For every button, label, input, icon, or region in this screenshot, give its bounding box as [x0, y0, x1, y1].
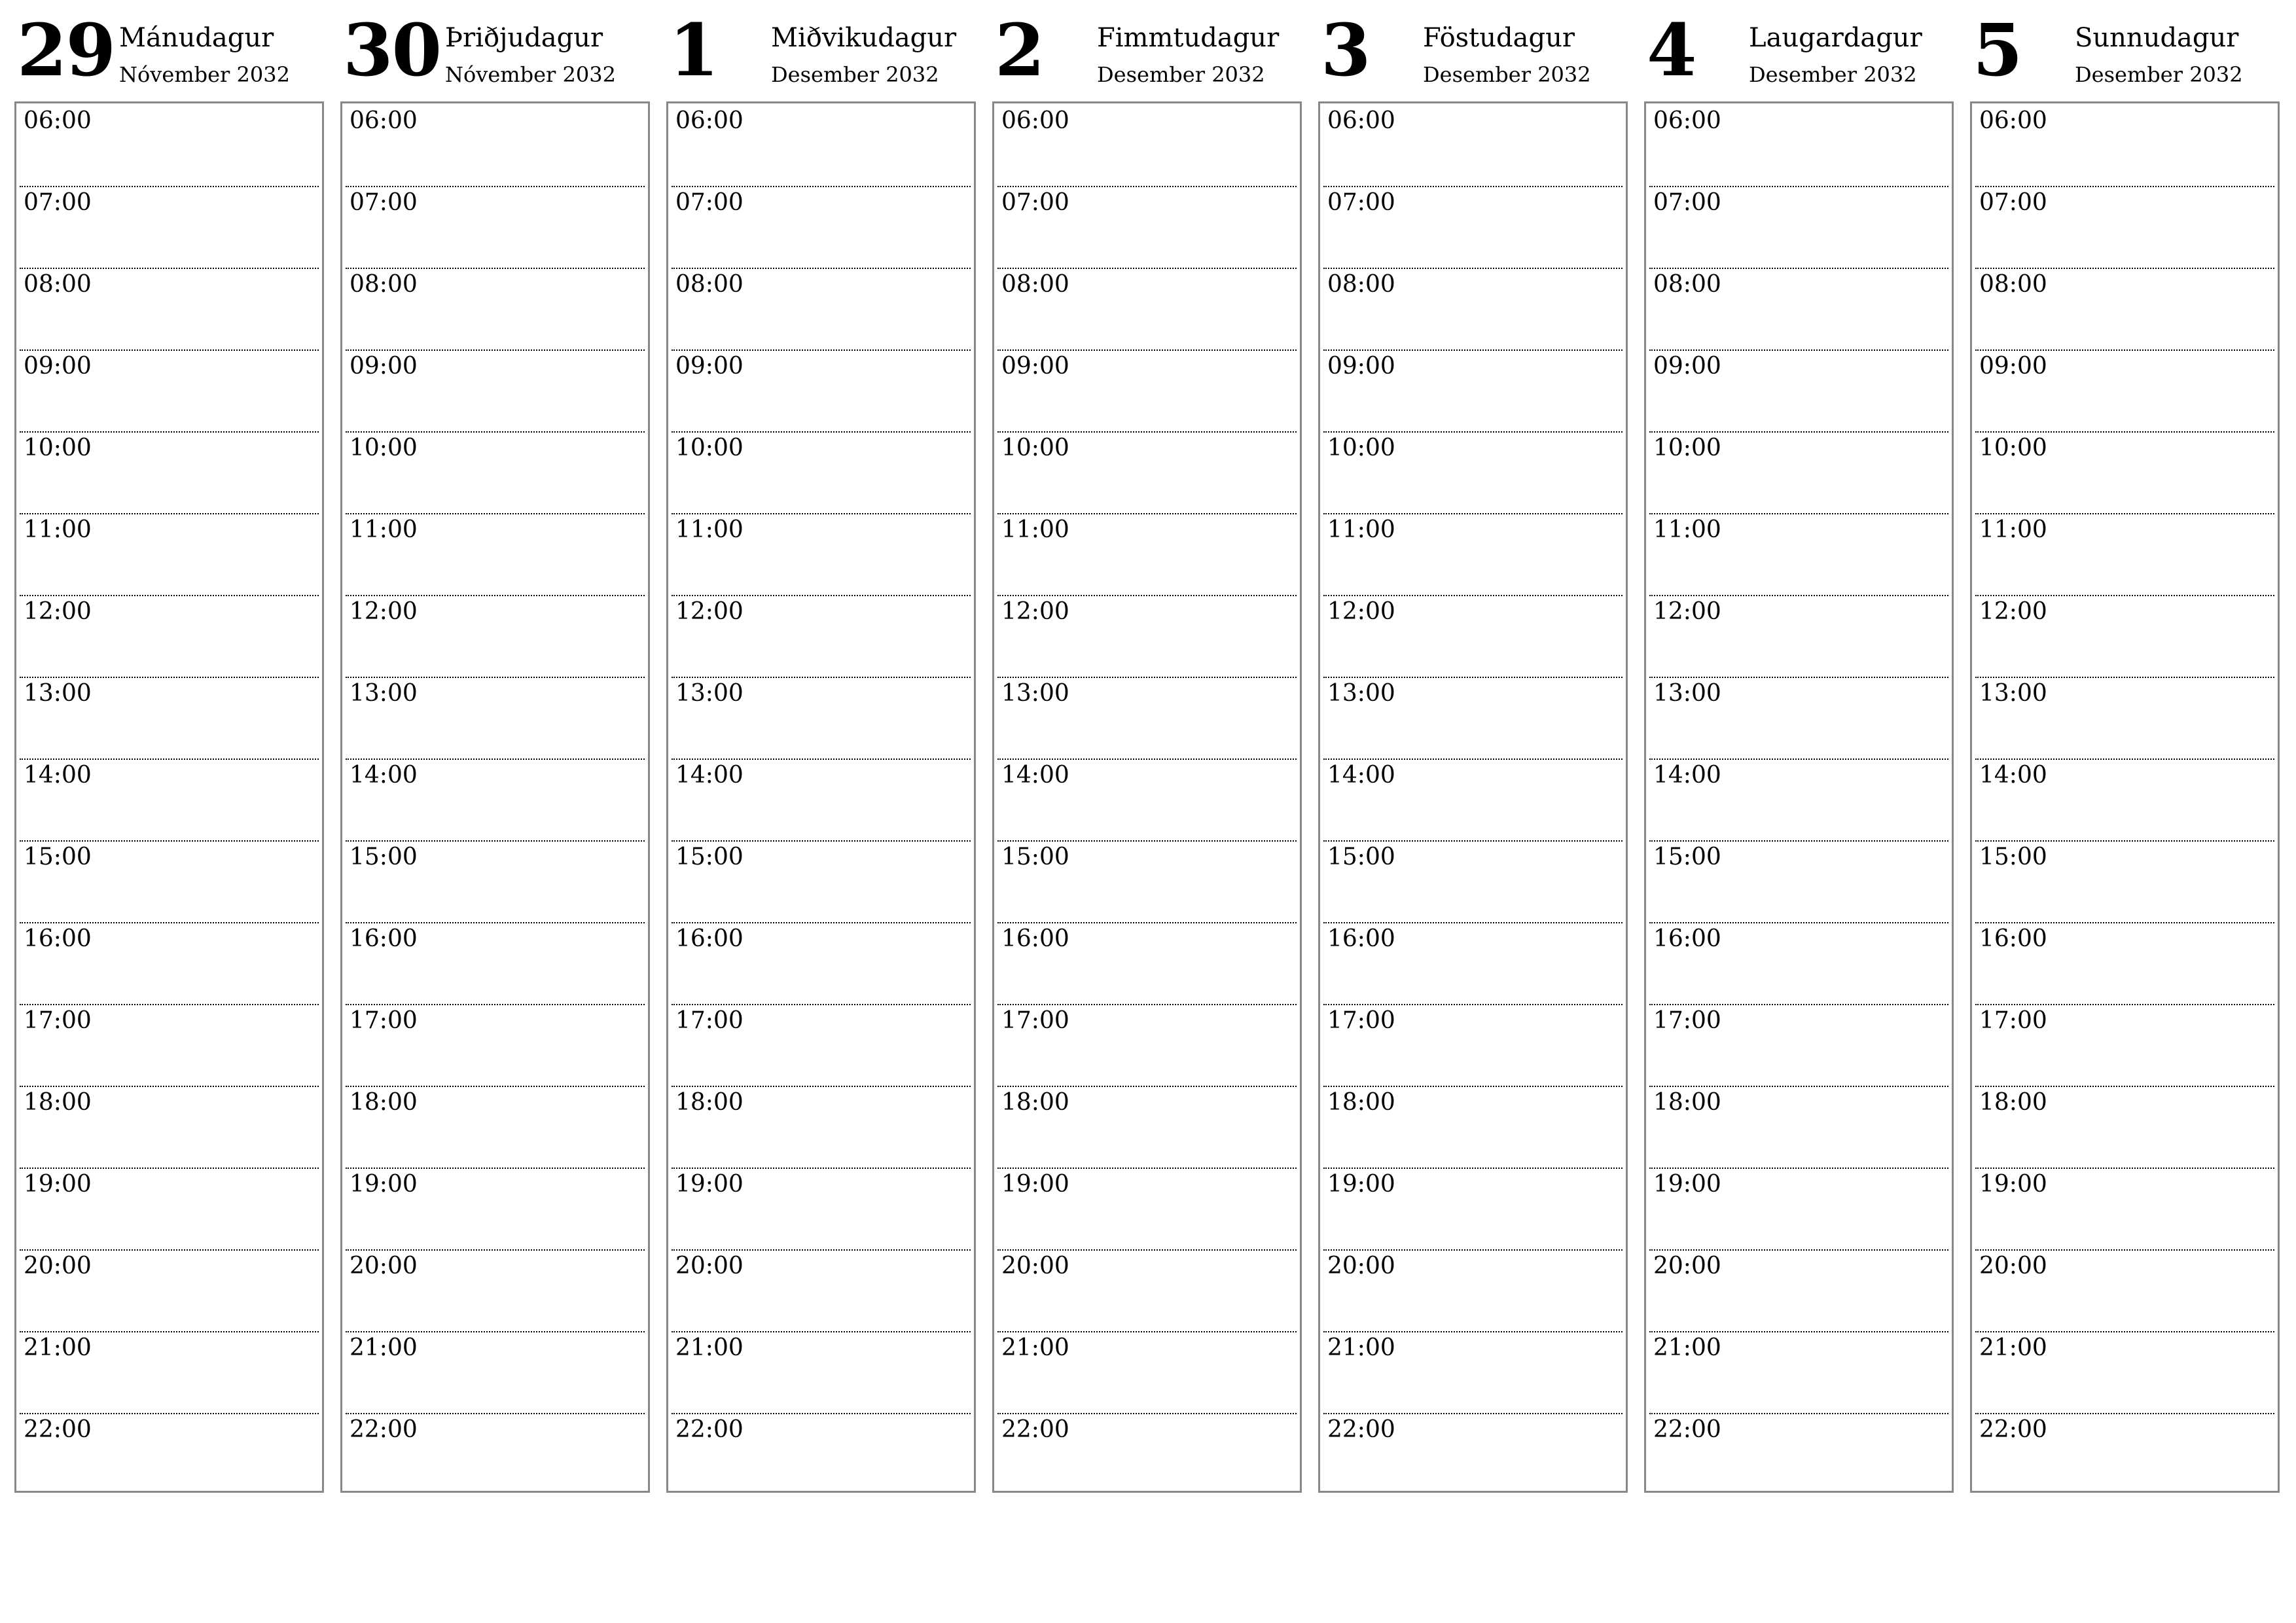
time-label: 22:00	[350, 1416, 418, 1443]
time-slot[interactable]	[1649, 187, 1948, 269]
time-label: 06:00	[1001, 107, 1069, 134]
time-slot[interactable]	[1975, 1169, 2274, 1251]
time-label: 13:00	[1979, 680, 2047, 707]
time-slot[interactable]	[997, 1414, 1297, 1496]
time-slot[interactable]	[20, 351, 319, 433]
day-name: Mánudagur	[119, 23, 274, 53]
time-label: 19:00	[24, 1171, 92, 1198]
time-label: 16:00	[24, 925, 92, 952]
time-label: 13:00	[24, 680, 92, 707]
day-schedule-box	[1318, 101, 1628, 1493]
time-slot[interactable]	[1649, 351, 1948, 433]
time-label: 22:00	[1653, 1416, 1721, 1443]
time-slot[interactable]	[20, 514, 319, 596]
time-label: 08:00	[1979, 271, 2047, 298]
time-slot[interactable]	[672, 842, 971, 923]
time-slot[interactable]	[1975, 1414, 2274, 1496]
time-slot[interactable]	[1323, 1169, 1623, 1251]
time-label: 20:00	[1001, 1253, 1069, 1279]
month-year: Desember 2032	[1097, 62, 1265, 87]
time-slot[interactable]	[1975, 760, 2274, 842]
day-name: Miðvikudagur	[771, 23, 957, 53]
time-slot[interactable]	[346, 596, 645, 678]
time-label: 12:00	[1653, 598, 1721, 625]
day-number: 1	[669, 8, 718, 92]
time-slot[interactable]	[20, 923, 319, 1005]
time-label: 22:00	[1327, 1416, 1395, 1443]
time-label: 14:00	[1001, 762, 1069, 789]
day-name: Sunnudagur	[2075, 23, 2239, 53]
time-slot[interactable]	[20, 1087, 319, 1169]
time-label: 08:00	[24, 271, 92, 298]
time-label: 18:00	[350, 1089, 418, 1116]
time-label: 20:00	[1653, 1253, 1721, 1279]
time-slot[interactable]	[346, 923, 645, 1005]
time-slot[interactable]	[346, 1005, 645, 1087]
time-label: 15:00	[1979, 844, 2047, 870]
time-slot[interactable]	[346, 351, 645, 433]
time-label: 15:00	[1653, 844, 1721, 870]
time-label: 19:00	[1653, 1171, 1721, 1198]
time-slot[interactable]	[672, 596, 971, 678]
time-slot[interactable]	[1323, 923, 1623, 1005]
time-label: 21:00	[675, 1334, 744, 1361]
time-slot[interactable]	[20, 842, 319, 923]
time-label: 08:00	[675, 271, 744, 298]
time-slot[interactable]	[20, 678, 319, 760]
time-label: 20:00	[350, 1253, 418, 1279]
time-label: 13:00	[350, 680, 418, 707]
time-slot[interactable]	[1323, 351, 1623, 433]
time-label: 12:00	[350, 598, 418, 625]
time-slot[interactable]	[1649, 514, 1948, 596]
time-slot[interactable]	[346, 1169, 645, 1251]
time-slot[interactable]	[1323, 842, 1623, 923]
time-label: 11:00	[1001, 516, 1069, 543]
time-label: 09:00	[350, 353, 418, 380]
time-label: 07:00	[24, 189, 92, 216]
time-slot[interactable]	[1975, 1251, 2274, 1332]
time-slot[interactable]	[997, 269, 1297, 351]
time-slot[interactable]	[1323, 433, 1623, 514]
day-schedule-box	[14, 101, 324, 1493]
time-label: 16:00	[1653, 925, 1721, 952]
time-label: 13:00	[1001, 680, 1069, 707]
time-slot[interactable]	[346, 105, 645, 187]
time-label: 20:00	[1327, 1253, 1395, 1279]
day-schedule-box	[666, 101, 976, 1493]
time-slot[interactable]	[20, 269, 319, 351]
time-slot[interactable]	[346, 514, 645, 596]
time-slot[interactable]	[1975, 1005, 2274, 1087]
time-label: 11:00	[1327, 516, 1395, 543]
time-slot[interactable]	[1323, 678, 1623, 760]
month-year: Desember 2032	[2075, 62, 2243, 87]
day-schedule-box	[340, 101, 650, 1493]
time-slot[interactable]	[1649, 842, 1948, 923]
time-slot[interactable]	[20, 1251, 319, 1332]
time-label: 07:00	[1327, 189, 1395, 216]
time-label: 14:00	[350, 762, 418, 789]
time-label: 17:00	[350, 1007, 418, 1034]
time-slot[interactable]	[672, 1332, 971, 1414]
time-slot[interactable]	[672, 351, 971, 433]
time-slot[interactable]	[1649, 596, 1948, 678]
time-label: 21:00	[1979, 1334, 2047, 1361]
time-label: 11:00	[1653, 516, 1721, 543]
time-label: 16:00	[1001, 925, 1069, 952]
time-slot[interactable]	[20, 1332, 319, 1414]
time-slot[interactable]	[1975, 514, 2274, 596]
time-label: 06:00	[1327, 107, 1395, 134]
time-slot[interactable]	[997, 1005, 1297, 1087]
time-slot[interactable]	[997, 187, 1297, 269]
time-slot[interactable]	[997, 760, 1297, 842]
time-label: 11:00	[24, 516, 92, 543]
time-label: 09:00	[1979, 353, 2047, 380]
day-number: 2	[995, 8, 1044, 92]
time-label: 10:00	[1001, 435, 1069, 461]
time-label: 11:00	[350, 516, 418, 543]
month-year: Desember 2032	[1423, 62, 1591, 87]
time-label: 08:00	[350, 271, 418, 298]
time-label: 09:00	[24, 353, 92, 380]
time-label: 16:00	[350, 925, 418, 952]
time-label: 16:00	[1327, 925, 1395, 952]
time-label: 14:00	[24, 762, 92, 789]
day-schedule-box	[1644, 101, 1954, 1493]
time-slot[interactable]	[1975, 351, 2274, 433]
time-label: 21:00	[350, 1334, 418, 1361]
time-slot[interactable]	[1975, 187, 2274, 269]
month-year: Nóvember 2032	[119, 62, 290, 87]
month-year: Desember 2032	[1749, 62, 1917, 87]
time-slot[interactable]	[20, 596, 319, 678]
time-slot[interactable]	[1649, 923, 1948, 1005]
time-label: 19:00	[1327, 1171, 1395, 1198]
day-number: 29	[17, 8, 115, 92]
time-label: 07:00	[675, 189, 744, 216]
time-slot[interactable]	[672, 433, 971, 514]
time-label: 12:00	[675, 598, 744, 625]
time-label: 20:00	[675, 1253, 744, 1279]
day-number: 4	[1647, 8, 1696, 92]
time-label: 06:00	[675, 107, 744, 134]
month-year: Desember 2032	[771, 62, 939, 87]
time-label: 14:00	[1979, 762, 2047, 789]
time-slot[interactable]	[1649, 760, 1948, 842]
time-slot[interactable]	[672, 514, 971, 596]
time-slot[interactable]	[1323, 187, 1623, 269]
time-label: 19:00	[1979, 1171, 2047, 1198]
time-label: 10:00	[1979, 435, 2047, 461]
time-slot[interactable]	[1975, 842, 2274, 923]
time-slot[interactable]	[997, 923, 1297, 1005]
day-name: Fimmtudagur	[1097, 23, 1280, 53]
time-slot[interactable]	[1649, 1414, 1948, 1496]
time-slot[interactable]	[1649, 105, 1948, 187]
time-slot[interactable]	[346, 678, 645, 760]
time-slot[interactable]	[20, 433, 319, 514]
time-label: 21:00	[1653, 1334, 1721, 1361]
time-label: 10:00	[350, 435, 418, 461]
time-slot[interactable]	[20, 1005, 319, 1087]
time-label: 14:00	[1327, 762, 1395, 789]
day-number: 30	[343, 8, 441, 92]
time-slot[interactable]	[1649, 1087, 1948, 1169]
time-slot[interactable]	[672, 1005, 971, 1087]
time-label: 15:00	[1327, 844, 1395, 870]
time-label: 18:00	[1653, 1089, 1721, 1116]
time-slot[interactable]	[672, 1087, 971, 1169]
time-slot[interactable]	[997, 1169, 1297, 1251]
time-label: 15:00	[350, 844, 418, 870]
time-slot[interactable]	[997, 842, 1297, 923]
time-slot[interactable]	[1323, 1251, 1623, 1332]
time-label: 21:00	[1001, 1334, 1069, 1361]
time-slot[interactable]	[1649, 1332, 1948, 1414]
time-slot[interactable]	[1975, 596, 2274, 678]
time-label: 17:00	[1327, 1007, 1395, 1034]
time-slot[interactable]	[672, 1414, 971, 1496]
time-label: 06:00	[1979, 107, 2047, 134]
month-year: Nóvember 2032	[445, 62, 616, 87]
time-slot[interactable]	[1323, 1414, 1623, 1496]
time-slot[interactable]	[1975, 923, 2274, 1005]
time-slot[interactable]	[1975, 1087, 2274, 1169]
time-slot[interactable]	[672, 1251, 971, 1332]
time-label: 22:00	[675, 1416, 744, 1443]
time-slot[interactable]	[1323, 596, 1623, 678]
time-slot[interactable]	[346, 187, 645, 269]
time-slot[interactable]	[20, 1169, 319, 1251]
time-label: 10:00	[675, 435, 744, 461]
time-slot[interactable]	[346, 1332, 645, 1414]
time-label: 10:00	[1327, 435, 1395, 461]
time-slot[interactable]	[346, 1251, 645, 1332]
time-slot[interactable]	[346, 1087, 645, 1169]
time-slot[interactable]	[672, 269, 971, 351]
time-label: 15:00	[675, 844, 744, 870]
time-label: 10:00	[24, 435, 92, 461]
time-slot[interactable]	[1323, 1332, 1623, 1414]
time-label: 06:00	[350, 107, 418, 134]
time-slot[interactable]	[346, 760, 645, 842]
time-label: 18:00	[1327, 1089, 1395, 1116]
time-label: 17:00	[1653, 1007, 1721, 1034]
time-slot[interactable]	[1323, 760, 1623, 842]
time-label: 13:00	[1653, 680, 1721, 707]
time-slot[interactable]	[1975, 678, 2274, 760]
time-label: 17:00	[675, 1007, 744, 1034]
time-label: 07:00	[1653, 189, 1721, 216]
time-label: 09:00	[675, 353, 744, 380]
day-schedule-box	[992, 101, 1302, 1493]
time-slot[interactable]	[997, 1251, 1297, 1332]
time-slot[interactable]	[1323, 269, 1623, 351]
time-slot[interactable]	[1323, 105, 1623, 187]
day-number: 3	[1321, 8, 1370, 92]
time-label: 14:00	[1653, 762, 1721, 789]
time-slot[interactable]	[346, 433, 645, 514]
time-label: 13:00	[1327, 680, 1395, 707]
time-slot[interactable]	[346, 269, 645, 351]
time-label: 22:00	[1001, 1416, 1069, 1443]
time-slot[interactable]	[20, 105, 319, 187]
time-slot[interactable]	[1975, 1332, 2274, 1414]
time-slot[interactable]	[1649, 269, 1948, 351]
time-slot[interactable]	[1975, 105, 2274, 187]
time-slot[interactable]	[1649, 1005, 1948, 1087]
time-label: 09:00	[1327, 353, 1395, 380]
time-label: 09:00	[1653, 353, 1721, 380]
time-label: 08:00	[1327, 271, 1395, 298]
time-slot[interactable]	[997, 678, 1297, 760]
time-slot[interactable]	[20, 1414, 319, 1496]
time-label: 22:00	[24, 1416, 92, 1443]
time-slot[interactable]	[1323, 514, 1623, 596]
time-slot[interactable]	[1649, 678, 1948, 760]
time-slot[interactable]	[997, 105, 1297, 187]
time-slot[interactable]	[997, 433, 1297, 514]
time-slot[interactable]	[1649, 1169, 1948, 1251]
time-slot[interactable]	[1649, 433, 1948, 514]
time-slot[interactable]	[1323, 1087, 1623, 1169]
time-label: 08:00	[1653, 271, 1721, 298]
day-name: Föstudagur	[1423, 23, 1575, 53]
time-slot[interactable]	[672, 105, 971, 187]
time-label: 16:00	[1979, 925, 2047, 952]
time-label: 09:00	[1001, 353, 1069, 380]
day-schedule-box	[1970, 101, 2280, 1493]
day-name: Þriðjudagur	[445, 23, 603, 53]
time-label: 11:00	[675, 516, 744, 543]
time-label: 17:00	[1979, 1007, 2047, 1034]
time-label: 12:00	[1327, 598, 1395, 625]
time-slot[interactable]	[997, 514, 1297, 596]
time-slot[interactable]	[20, 187, 319, 269]
time-label: 12:00	[1979, 598, 2047, 625]
time-label: 21:00	[1327, 1334, 1395, 1361]
time-slot[interactable]	[1975, 269, 2274, 351]
time-label: 21:00	[24, 1334, 92, 1361]
time-slot[interactable]	[346, 842, 645, 923]
time-slot[interactable]	[1975, 433, 2274, 514]
time-slot[interactable]	[672, 923, 971, 1005]
time-label: 15:00	[24, 844, 92, 870]
day-number: 5	[1973, 8, 2022, 92]
time-slot[interactable]	[1323, 1005, 1623, 1087]
time-label: 14:00	[675, 762, 744, 789]
time-slot[interactable]	[20, 760, 319, 842]
time-slot[interactable]	[672, 760, 971, 842]
time-label: 07:00	[350, 189, 418, 216]
time-label: 20:00	[1979, 1253, 2047, 1279]
time-label: 08:00	[1001, 271, 1069, 298]
time-label: 11:00	[1979, 516, 2047, 543]
time-label: 07:00	[1979, 189, 2047, 216]
time-label: 13:00	[675, 680, 744, 707]
time-label: 17:00	[24, 1007, 92, 1034]
time-label: 16:00	[675, 925, 744, 952]
time-slot[interactable]	[997, 596, 1297, 678]
time-label: 19:00	[350, 1171, 418, 1198]
time-label: 15:00	[1001, 844, 1069, 870]
time-slot[interactable]	[346, 1414, 645, 1496]
time-label: 19:00	[675, 1171, 744, 1198]
time-label: 20:00	[24, 1253, 92, 1279]
time-label: 12:00	[24, 598, 92, 625]
time-slot[interactable]	[672, 1169, 971, 1251]
time-label: 12:00	[1001, 598, 1069, 625]
time-label: 06:00	[1653, 107, 1721, 134]
time-label: 18:00	[1979, 1089, 2047, 1116]
time-label: 22:00	[1979, 1416, 2047, 1443]
time-slot[interactable]	[672, 678, 971, 760]
time-label: 18:00	[675, 1089, 744, 1116]
time-label: 19:00	[1001, 1171, 1069, 1198]
time-label: 18:00	[24, 1089, 92, 1116]
time-slot[interactable]	[997, 1332, 1297, 1414]
time-label: 17:00	[1001, 1007, 1069, 1034]
time-slot[interactable]	[997, 1087, 1297, 1169]
time-slot[interactable]	[997, 351, 1297, 433]
day-name: Laugardagur	[1749, 23, 1922, 53]
time-slot[interactable]	[1649, 1251, 1948, 1332]
time-slot[interactable]	[672, 187, 971, 269]
time-label: 06:00	[24, 107, 92, 134]
time-label: 07:00	[1001, 189, 1069, 216]
time-label: 18:00	[1001, 1089, 1069, 1116]
time-label: 10:00	[1653, 435, 1721, 461]
